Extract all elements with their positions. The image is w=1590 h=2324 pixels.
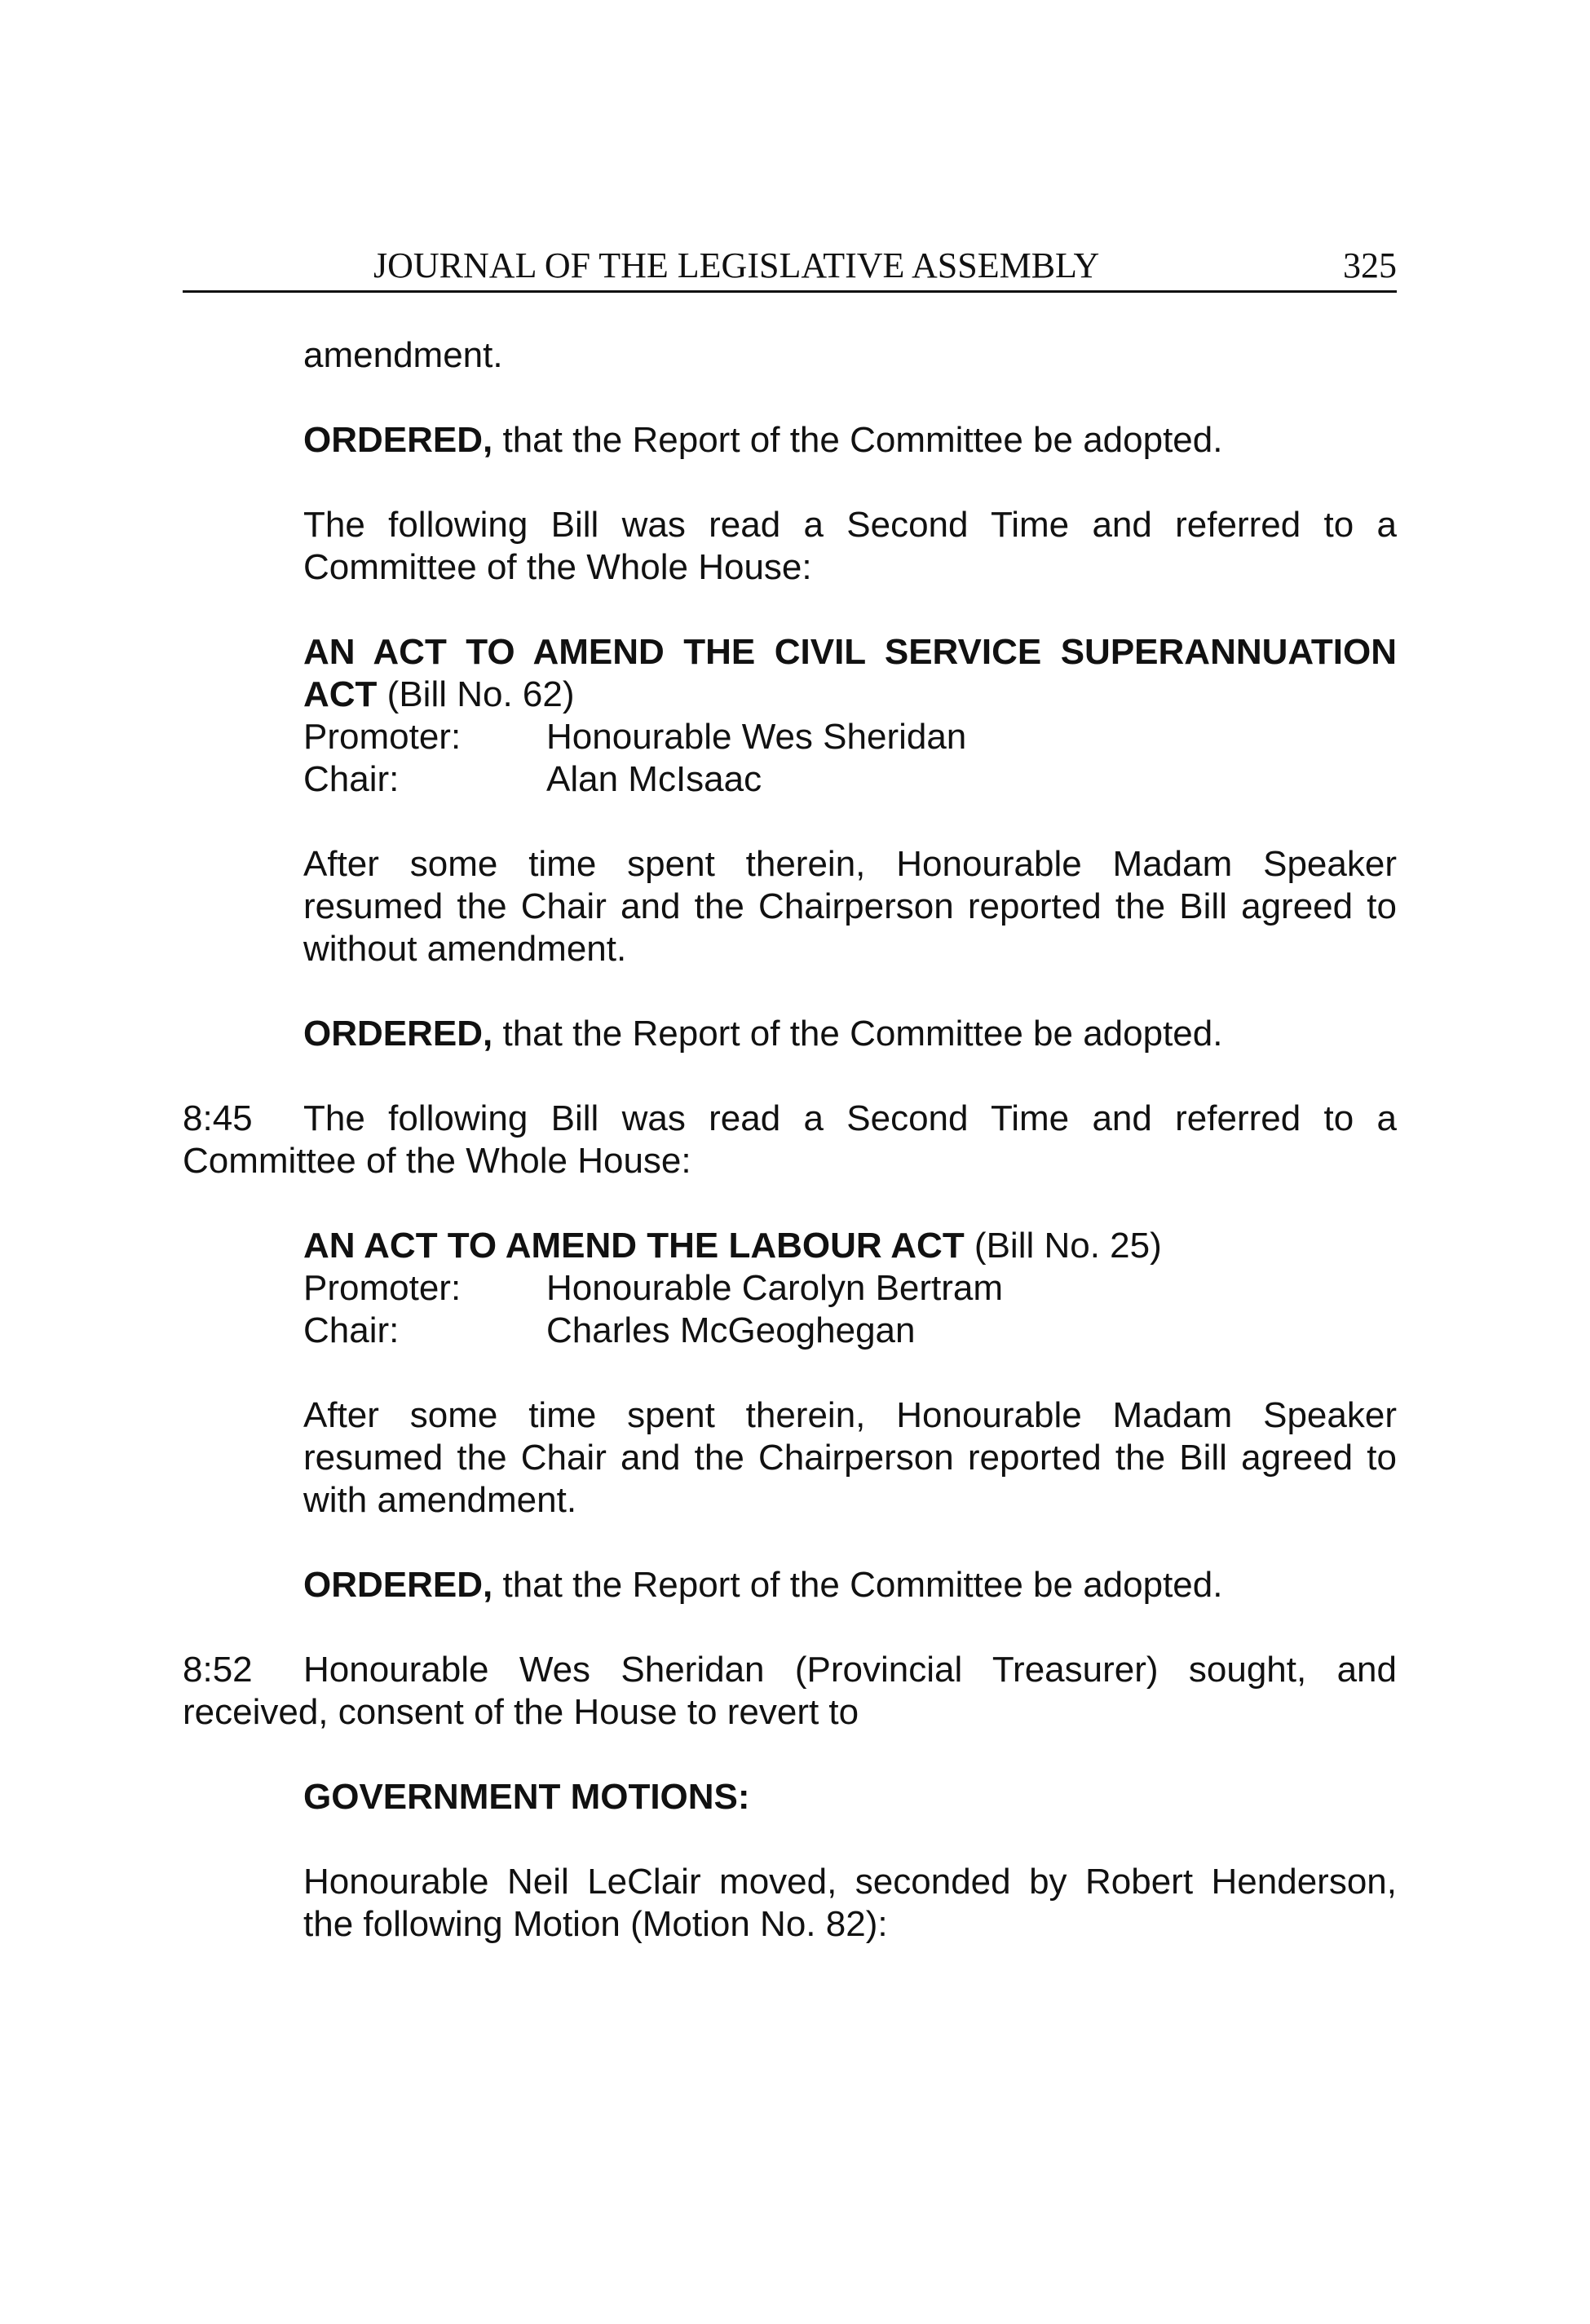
ordered-keyword: ORDERED, xyxy=(303,1565,493,1605)
timed-entry-text: The following Bill was read a Second Time and referred to a Committee of the Whole House: xyxy=(183,1098,1397,1181)
promoter-label: Promoter: xyxy=(303,717,462,757)
page-header xyxy=(183,241,1397,293)
bill-reading-paragraph: The following Bill was read a Second Time and referred to a Committee of the Whole House: xyxy=(303,505,1397,587)
ordered-paragraph xyxy=(303,1564,1397,1606)
paragraph-amendment: amendment. xyxy=(303,335,503,375)
ordered-paragraph xyxy=(303,1013,1397,1055)
timed-entry-text: Honourable Wes Sheridan (Provincial Treasurer) sought, and received, consent of the House to revert to xyxy=(183,1650,1397,1732)
bill-entry xyxy=(303,1225,1397,1352)
bill-entry xyxy=(303,631,1397,801)
promoter-label: Promoter: xyxy=(303,1268,462,1308)
ordered-keyword: ORDERED, xyxy=(303,1014,493,1054)
motion-paragraph: Honourable Neil LeClair moved, seconded by Robert Henderson, the following Motion (Motion No. 82): xyxy=(303,1862,1397,1944)
chair-row xyxy=(303,1310,1397,1352)
promoter-row xyxy=(303,716,1397,758)
ordered-text: that the Report of the Committee be adopted. xyxy=(492,420,1223,460)
section-heading: GOVERNMENT MOTIONS: xyxy=(303,1777,750,1817)
ordered-text: that the Report of the Committee be adopted. xyxy=(492,1565,1223,1605)
ordered-keyword: ORDERED, xyxy=(303,420,493,460)
bill-title-bold: AN ACT TO AMEND THE LABOUR ACT xyxy=(303,1226,965,1266)
page-number: 325 xyxy=(1343,245,1397,285)
bill-title xyxy=(303,631,1397,716)
bill-number: (Bill No. 62) xyxy=(377,674,575,714)
bill-number: (Bill No. 25) xyxy=(964,1226,1162,1266)
chair-row xyxy=(303,758,1397,801)
chair-label: Chair: xyxy=(303,1310,400,1350)
time-stamp: 8:45 xyxy=(183,1098,253,1138)
journal-title: JOURNAL OF THE LEGISLATIVE ASSEMBLY xyxy=(373,245,1100,285)
chair-name: Charles McGeoghegan xyxy=(546,1310,916,1350)
ordered-text: that the Report of the Committee be adopted. xyxy=(492,1014,1223,1054)
ordered-paragraph xyxy=(303,419,1397,462)
timed-entry-paragraph xyxy=(183,1649,1397,1734)
bill-title-bold: AN ACT TO AMEND THE CIVIL SERVICE SUPERANNUATION ACT xyxy=(303,632,1397,714)
timed-entry-paragraph xyxy=(183,1098,1397,1182)
chair-name: Alan McIsaac xyxy=(546,759,762,799)
committee-report-paragraph: After some time spent therein, Honourable Madam Speaker resumed the Chair and the Chairperson reported the Bill agreed to with amendment. xyxy=(303,1395,1397,1520)
time-stamp: 8:52 xyxy=(183,1650,253,1690)
promoter-name: Honourable Carolyn Bertram xyxy=(546,1268,1004,1308)
promoter-row xyxy=(303,1267,1397,1310)
promoter-name: Honourable Wes Sheridan xyxy=(546,717,967,757)
chair-label: Chair: xyxy=(303,759,400,799)
bill-title xyxy=(303,1225,1397,1267)
committee-report-paragraph: After some time spent therein, Honourable Madam Speaker resumed the Chair and the Chairperson reported the Bill agreed to without amendment. xyxy=(303,844,1397,969)
